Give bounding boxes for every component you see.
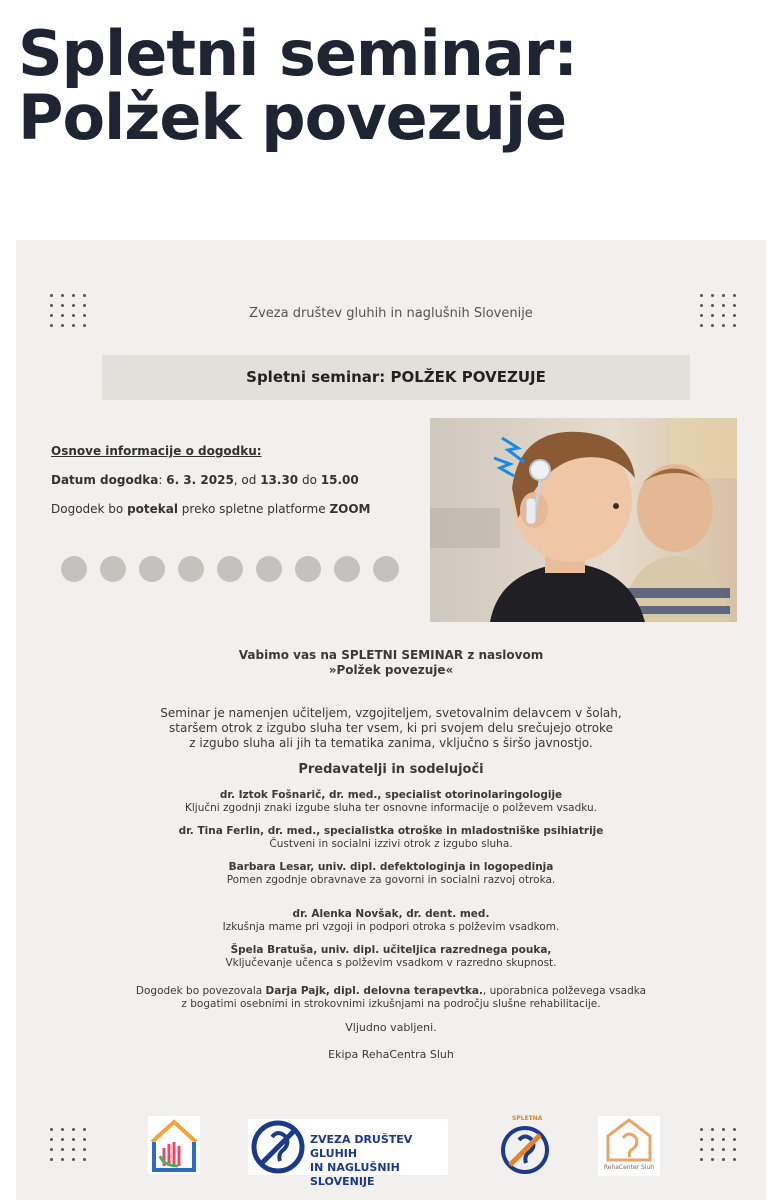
decorative-circles	[61, 556, 399, 582]
time-to: do	[298, 473, 321, 487]
speaker-name: dr. Alenka Novšak, dr. dent. med.	[292, 908, 490, 920]
speaker-topic: Izkušnja mame pri vzgoji in podpori otroka s polževim vsadkom.	[222, 921, 560, 933]
platform-text-b: potekal	[127, 502, 178, 516]
moderator-post: , uporabnica polževega vsadka	[482, 985, 647, 997]
speaker-topic: Ključni zgodnji znaki izgube sluha ter osnovne informacije o polževem vsadku.	[184, 802, 598, 814]
invitation	[16, 648, 766, 678]
date-from: , od	[233, 473, 261, 487]
description-line3: z izgubo sluha ali jih ta tematika zanima, vključno s širšo javnostjo.	[189, 736, 593, 750]
spletna-logo	[498, 1115, 552, 1177]
seminar-banner: Spletni seminar: POLŽEK POVEZUJE	[102, 355, 690, 400]
dot-grid-bottom-right	[700, 1128, 738, 1161]
page-title	[18, 17, 578, 154]
speaker-topic: Vključevanje učenca s polževim vsadkom v razredno skupnost.	[225, 957, 557, 969]
moderator-line2: z bogatimi osebnimi in strokovnimi izkušnjami na področju slušne rehabilitacije.	[181, 998, 601, 1010]
zdgns-logo	[248, 1119, 448, 1188]
description-line1: Seminar je namenjen učiteljem, vzgojiteljem, svetovalnim delavcem v šolah,	[160, 706, 622, 720]
speaker-item	[16, 944, 766, 970]
event-date-line	[51, 473, 370, 487]
hand-house-icon	[148, 1116, 200, 1174]
hand-house-logo	[148, 1116, 200, 1174]
child-cochlear-implant-photo	[430, 418, 737, 622]
moderator-pre: Dogodek bo povezovala	[135, 985, 266, 997]
platform-zoom: ZOOM	[329, 502, 371, 516]
speaker-item	[16, 861, 766, 887]
info-heading: Osnove informacije o dogodku:	[51, 444, 262, 458]
platform-text-a: Dogodek bo	[51, 502, 128, 516]
moderator-line1	[16, 985, 766, 998]
spletna-label: SPLETNA	[512, 1115, 543, 1122]
regards: Vljudno vabljeni.	[345, 1021, 437, 1034]
date-label: Datum dogodka	[51, 473, 159, 487]
time-end: 15.00	[320, 473, 359, 487]
organization-name: Zveza društev gluhih in naglušnih Slovenije	[249, 306, 533, 321]
event-info	[51, 444, 370, 516]
page-title-line2: Polžek povezuje	[18, 81, 567, 154]
zdgns-line2: IN NAGLUŠNIH SLOVENIJE	[310, 1161, 400, 1188]
speaker-item	[16, 789, 766, 815]
rehacenter-label: RehaCenter Sluh	[603, 1164, 655, 1171]
platform-text-c: preko spletne platforme	[177, 502, 330, 516]
invitation-line2: »Polžek povezuje«	[328, 663, 454, 677]
dot-grid-bottom-left	[50, 1128, 88, 1161]
zdgns-line1: ZVEZA DRUŠTEV GLUHIH	[310, 1133, 413, 1160]
speaker-topic: Čustveni in socialni izzivi otrok z izgubo sluha.	[269, 838, 513, 850]
moderator-note	[16, 985, 766, 1011]
time-start: 13.30	[260, 473, 299, 487]
event-flyer	[16, 240, 766, 1200]
date-value: 6. 3. 2025	[166, 473, 234, 487]
description-line2: staršem otrok z izgubo sluha ter vsem, ki pri svojem delu srečujejo otroke	[169, 721, 613, 735]
spletna-ear-icon	[498, 1123, 552, 1177]
rehacenter-house-icon	[598, 1116, 660, 1164]
zdgns-logo-text	[310, 1133, 448, 1189]
photo-illustration	[430, 418, 737, 622]
speaker-item	[16, 825, 766, 851]
team-signature: Ekipa RehaCentra Sluh	[328, 1048, 454, 1061]
page-title-line1: Spletni seminar:	[18, 17, 578, 90]
speaker-name: Špela Bratuša, univ. dipl. učiteljica razrednega pouka,	[230, 944, 552, 956]
seminar-description	[16, 706, 766, 751]
invitation-line1: Vabimo vas na SPLETNI SEMINAR z naslovom	[238, 648, 544, 662]
platform-line	[51, 502, 370, 516]
moderator-name: Darja Pajk, dipl. delovna terapevtka.	[265, 985, 483, 997]
speaker-name: Barbara Lesar, univ. dipl. defektologinja in logopedinja	[228, 861, 554, 873]
speaker-name: dr. Tina Ferlin, dr. med., specialistka otroške in mladostniške psihiatrije	[178, 825, 604, 837]
speaker-name: dr. Iztok Fošnarič, dr. med., specialist otorinolaringologije	[219, 789, 563, 801]
ear-logo-icon	[250, 1119, 306, 1175]
speaker-item	[16, 908, 766, 934]
speakers-heading: Predavatelji in sodelujoči	[298, 762, 484, 777]
rehacenter-logo	[598, 1116, 660, 1176]
speaker-topic: Pomen zgodnje obravnave za govorni in socialni razvoj otroka.	[226, 874, 556, 886]
date-sep: :	[158, 473, 167, 487]
